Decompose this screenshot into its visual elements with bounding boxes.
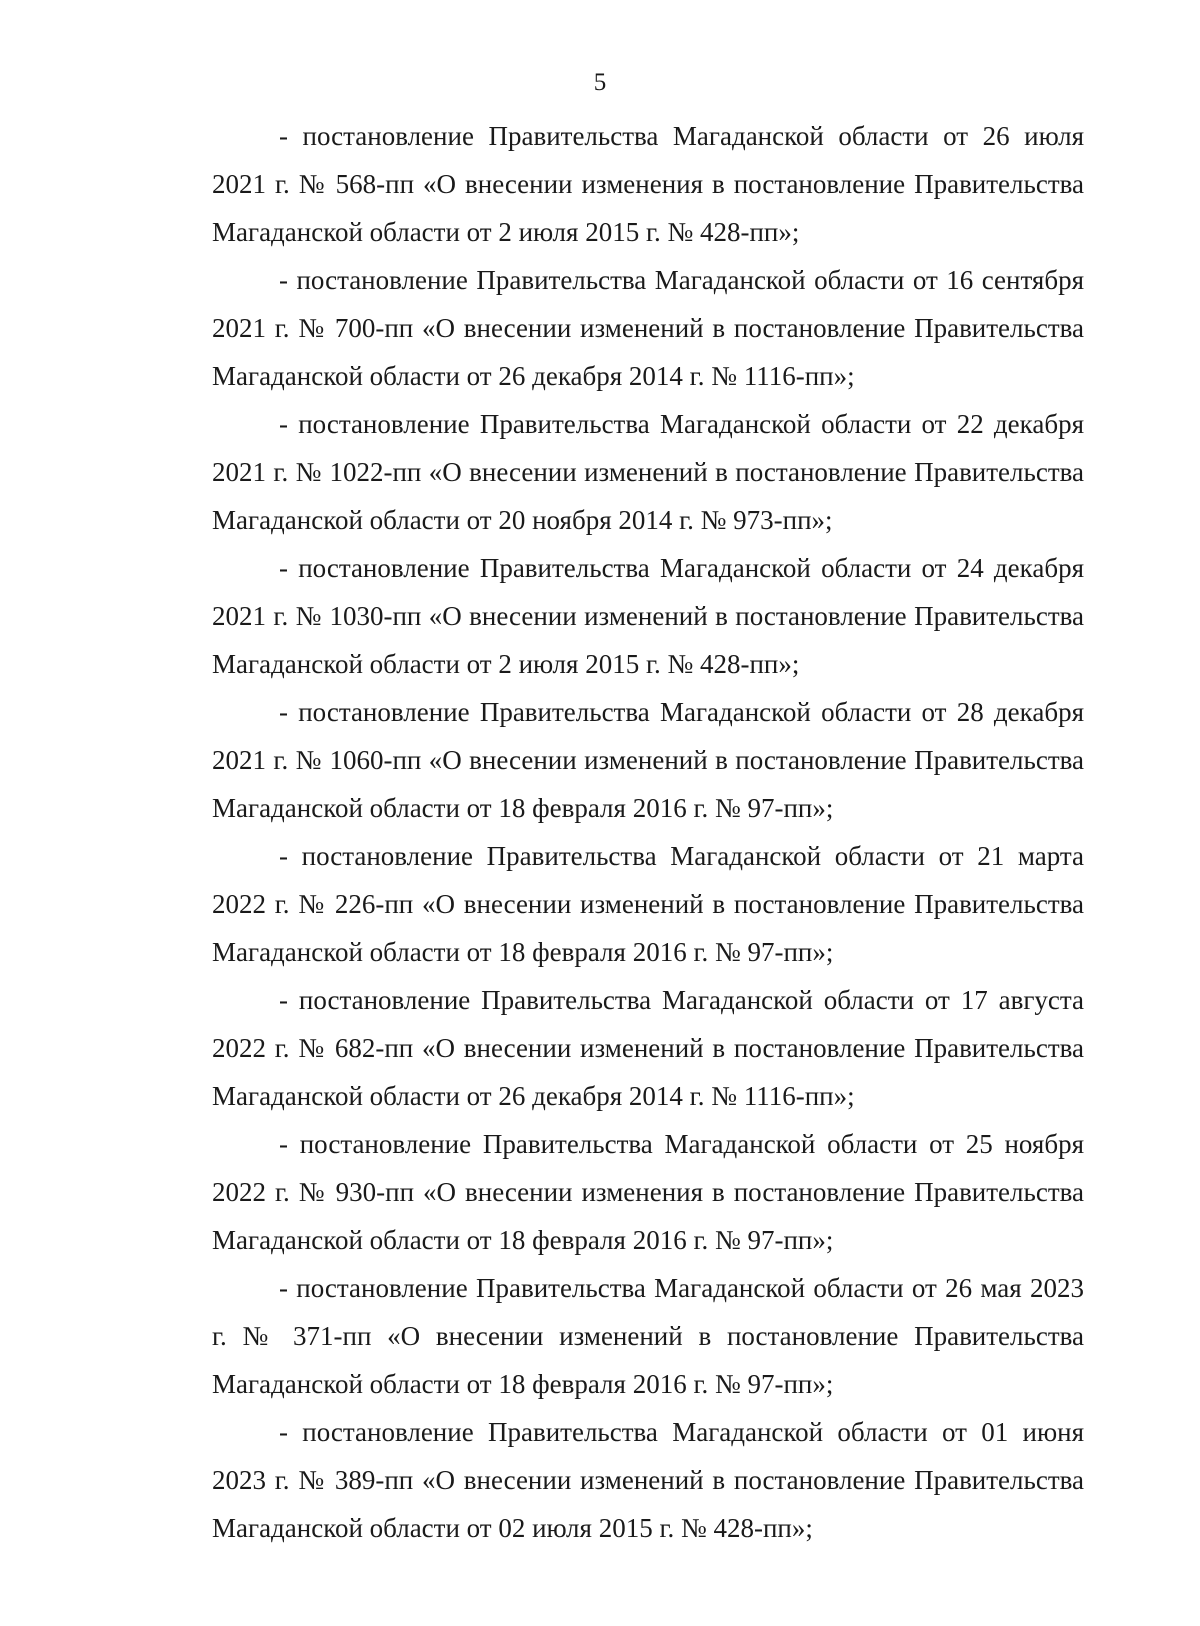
page-number: 5: [593, 69, 607, 96]
list-item: - постановление Правительства Магаданской области от 21 марта 2022 г. № 226-пп «О внесении изменений в постановление Правительства Магаданской области от 18 февраля 2016 г. № 97-пп»;: [212, 841, 1084, 967]
document-body: [212, 112, 1084, 1552]
list-item: - постановление Правительства Магаданской области от 25 ноября 2022 г. № 930-пп «О внесении изменения в постановление Правительства Магаданской области от 18 февраля 2016 г. № 97-пп»;: [212, 1129, 1084, 1255]
list-item: - постановление Правительства Магаданской области от 26 июля 2021 г. № 568-пп «О внесении изменения в постановление Правительства Магаданской области от 2 июля 2015 г. № 428-пп»;: [212, 121, 1084, 247]
list-item: - постановление Правительства Магаданской области от 16 сентября 2021 г. № 700-пп «О внесении изменений в постановление Правительства Магаданской области от 26 декабря 2014 г. № 1116-пп»;: [212, 265, 1084, 391]
list-item: - постановление Правительства Магаданской области от 22 декабря 2021 г. № 1022-пп «О внесении изменений в постановление Правительства Магаданской области от 20 ноября 2014 г. № 973-пп»;: [212, 409, 1084, 535]
list-item: - постановление Правительства Магаданской области от 01 июня 2023 г. № 389-пп «О внесении изменений в постановление Правительства Магаданской области от 02 июля 2015 г. № 428-пп»;: [212, 1417, 1084, 1543]
list-item: - постановление Правительства Магаданской области от 17 августа 2022 г. № 682-пп «О внесении изменений в постановление Правительства Магаданской области от 26 декабря 2014 г. № 1116-пп»;: [212, 985, 1084, 1111]
list-item: - постановление Правительства Магаданской области от 26 мая 2023 г. № 371-пп «О внесении изменений в постановление Правительства Магаданской области от 18 февраля 2016 г. № 97-пп»;: [212, 1273, 1084, 1399]
list-item: - постановление Правительства Магаданской области от 28 декабря 2021 г. № 1060-пп «О внесении изменений в постановление Правительства Магаданской области от 18 февраля 2016 г. № 97-пп»;: [212, 697, 1084, 823]
list-item: - постановление Правительства Магаданской области от 24 декабря 2021 г. № 1030-пп «О внесении изменений в постановление Правительства Магаданской области от 2 июля 2015 г. № 428-пп»;: [212, 553, 1084, 679]
